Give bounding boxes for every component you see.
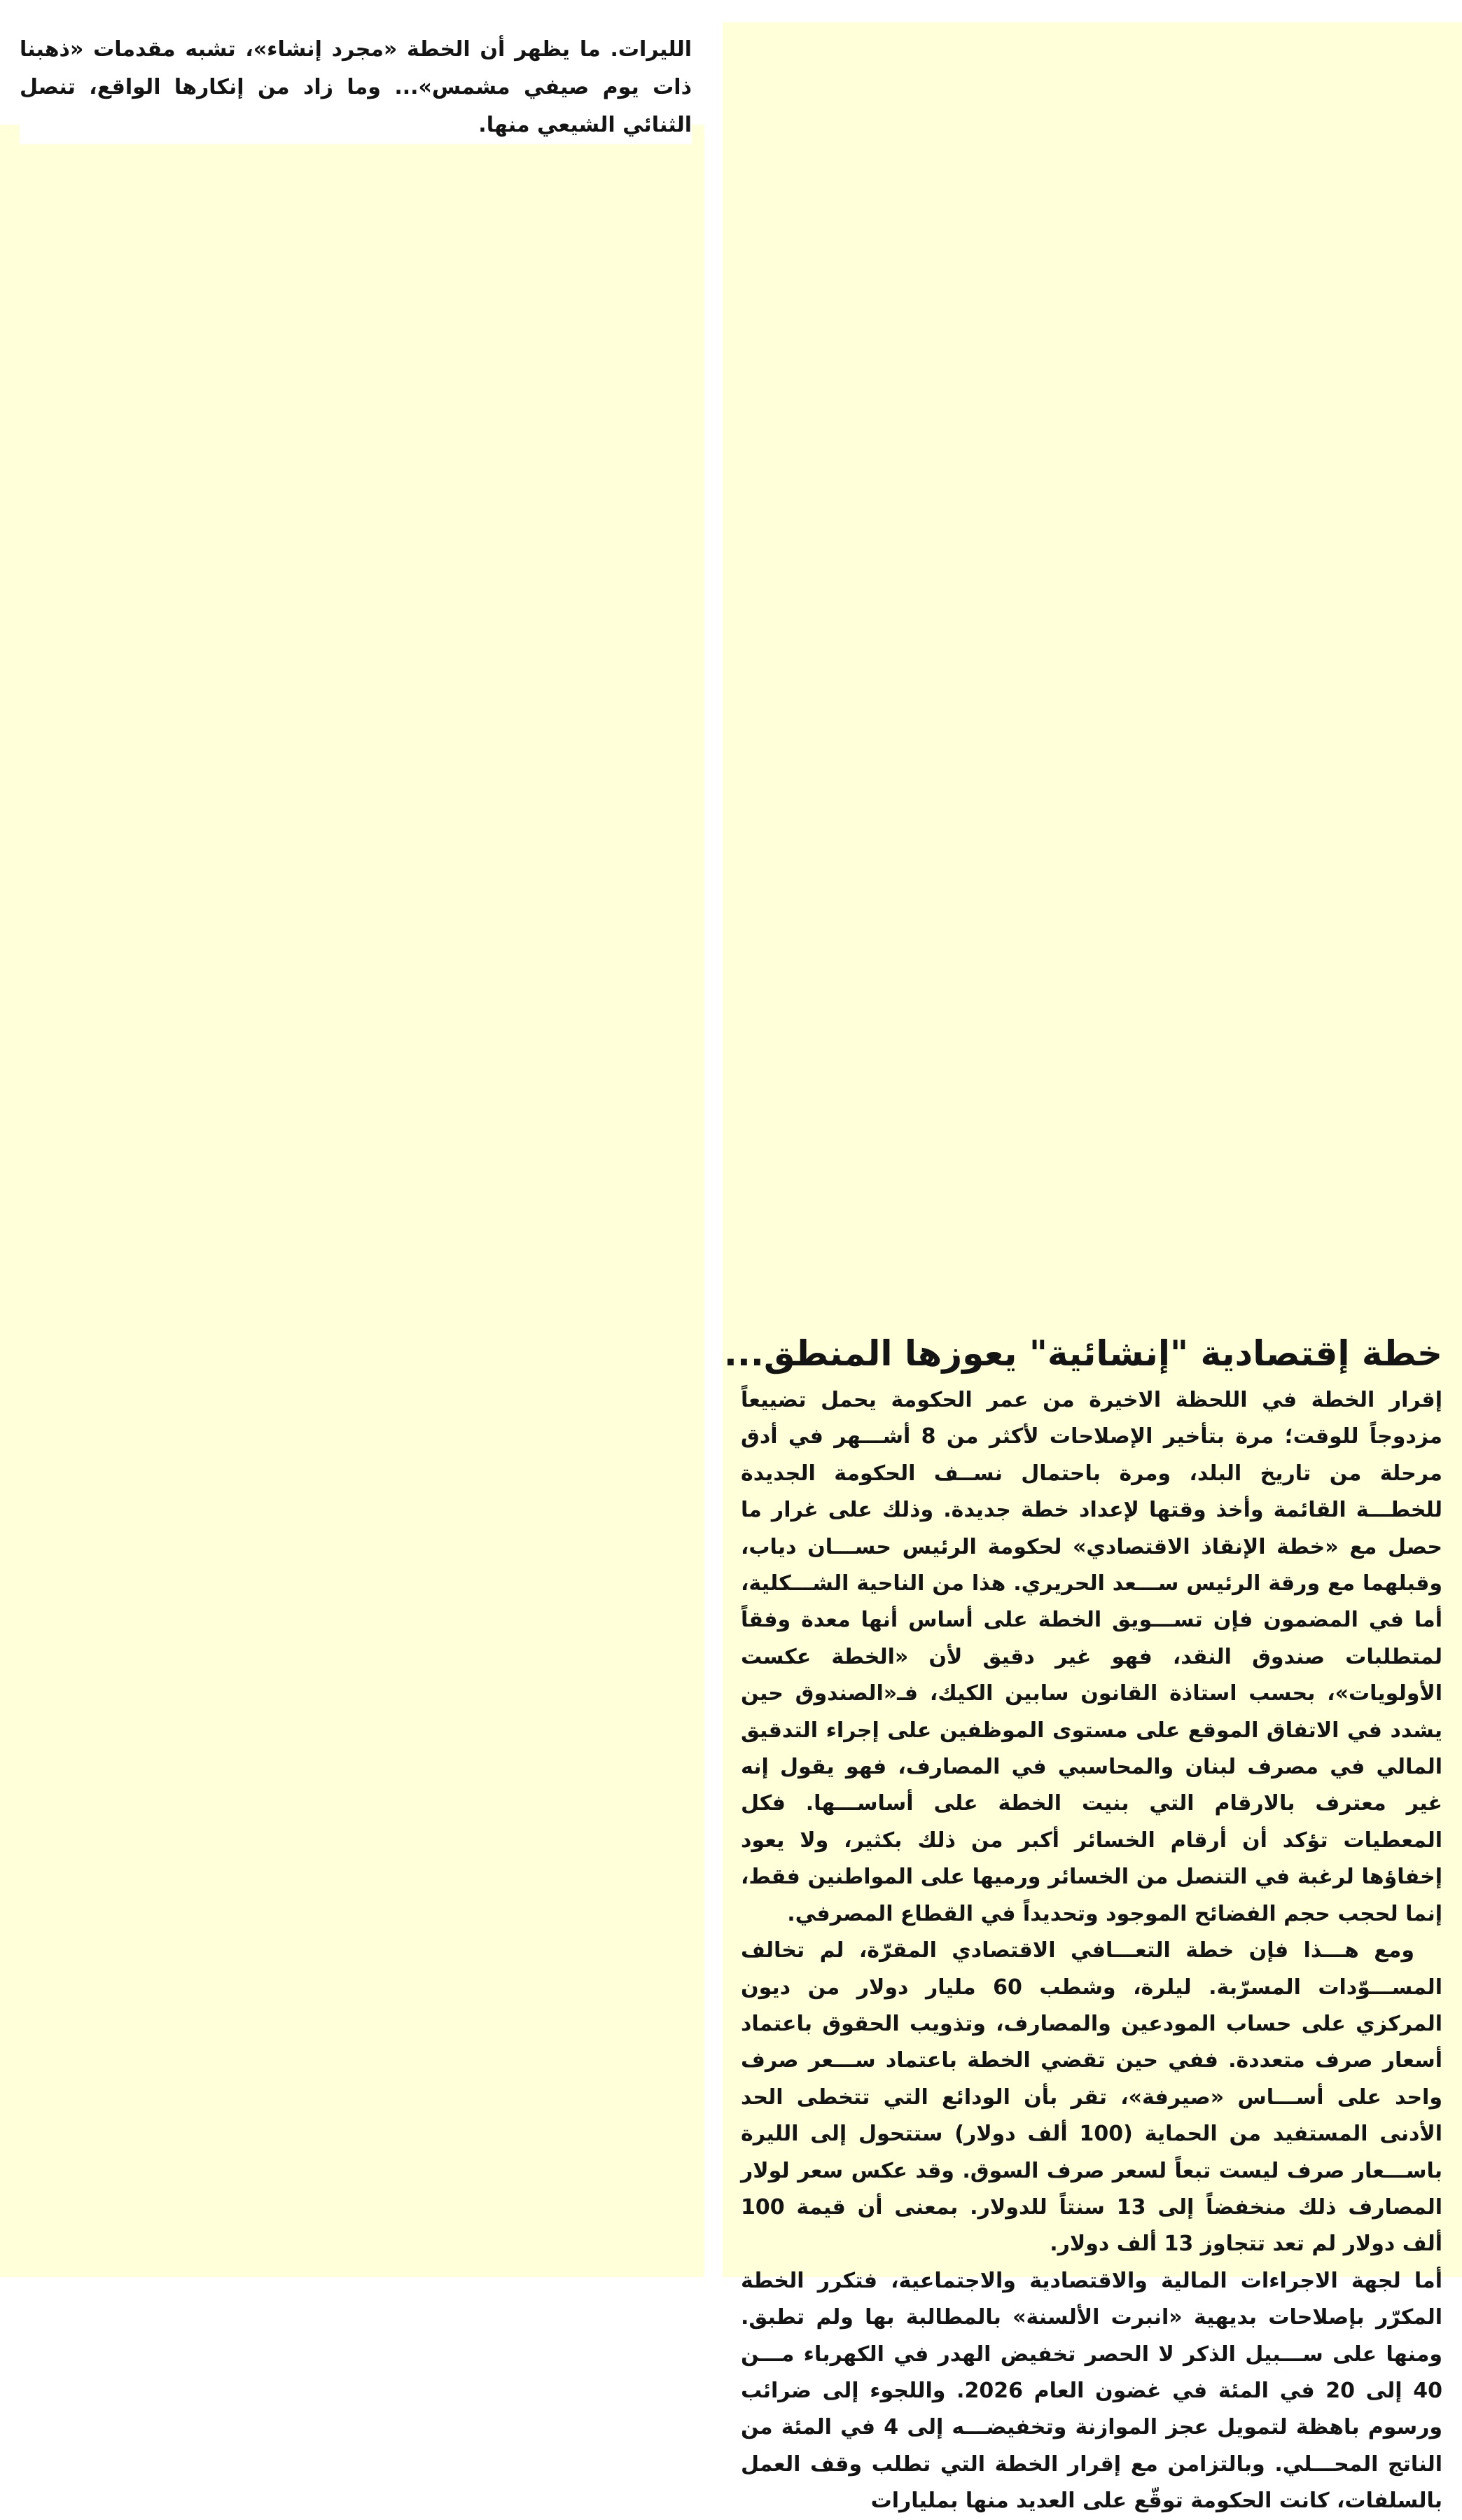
article-paragraph: أما لجهة الاجراءات المالية والاقتصادية والاجتماعية، فتكرر الخطة المكرّر بإصلاحات بديهية «انبرت الألسنة» بالمطالبة بها ولم تطبق. ومنها على ســـبيل الذكر لا الحصر تخفيض الهدر في الكهرباء مـــن 40 إلى 20 في المئة في غضون العام 2026. واللجوء إلى ضرائب ورسوم باهظة لتمويل عجز الموازنة وتخفيضـــه إلى 4 في المئة من الناتج المحـــلي. وبالتزامن مع إقرار الخطة التي تطلب وقف العمل بالسلفات، كانت الحكومة توقّع على العديد منها بمليارات [741,2268,1443,2514]
blank-panel-right [723,22,1462,1325]
article-title: خطة إقتصادية "إنشائية" يعوزها المنطق... [723,1333,1442,1374]
article-body [741,1382,1442,2520]
article-paragraph: ومع هـــذا فإن خطة التعـــافي الاقتصادي المقرّة، لم تخالف المســـوّدات المسرّبة. ليلرة، وشطب 60 مليار دولار من ديون المركزي على حساب المودعين والمصارف، وتذويب الحقوق باعتماد أسعار صرف متعددة. ففي حين تقضي الخطة باعتماد ســـعر صرف واحد على أســـاس «صيرفة»، تقر بأن الودائع التي تتخطى الحد الأدنى المستفيد من الحماية (100 ألف دولار) ستتحول إلى الليرة باســـعار صرف ليست تبعاً لسعر صرف السوق. وقد عكس سعر لولار المصارف ذلك منخفضاً إلى 13 سنتاً للدولار. بمعنى أن قيمة 100 ألف دولار لم تعد تتجاوز 13 ألف دولار. [741,1938,1442,2257]
article [723,1328,1443,2520]
article-paragraph: إقرار الخطة في اللحظة الاخيرة من عمر الحكومة يحمل تضييعاً مزدوجاً للوقت؛ مرة بتأخير الإصلاحات لأكثر من 8 أشـــهر في أدق مرحلة من تاريخ البلد، ومرة باحتمال نســف الحكومة الجديدة للخطـــة القائمة وأخذ وقتها لإعداد خطة جديدة. وذلك على غرار ما حصل مع «خطة الإنقاذ الاقتصادي» لحكومة الرئيس حســـان دياب، وقبلهما مع ورقة الرئيس ســـعد الحريري. هذا من الناحية الشـــكلية، أما في المضمون فإن تســـويق الخطة على أساس أنها معدة وفقاً لمتطلبات صندوق النقد، فهو غير دقيق لأن «الخطة عكست الأولويات»، بحسب استاذة القانون سابين الكيك، فـ«الصندوق حين يشدد في الاتفاق الموقع على مستوى الموظفين على إجراء التدقيق المالي في مصرف لبنان والمحاسبي في المصارف، فهو يقول إنه غير معترف بالارقام التي بنيت الخطة على أساســـها. فكل المعطيات تؤكد أن أرقام الخسائر أكبر من ذلك بكثير، ولا يعود إخفاؤها لرغبة في التنصل من الخسائر ورميها على المواطنين فقط، إنما لحجب حجم الفضائح الموجود وتحديداً في القطاع المصرفي. [741,1388,1443,1926]
blank-panel-left [0,125,704,2277]
top-snippet: الليرات. ما يظهر أن الخطة «مجرد إنشاء»، تشبه مقدمات «ذهبنا ذات يوم صيفي مشمس»... وما زاد من إنكارها الواقع، تنصل الثنائي الشيعي منها. [20,31,692,144]
